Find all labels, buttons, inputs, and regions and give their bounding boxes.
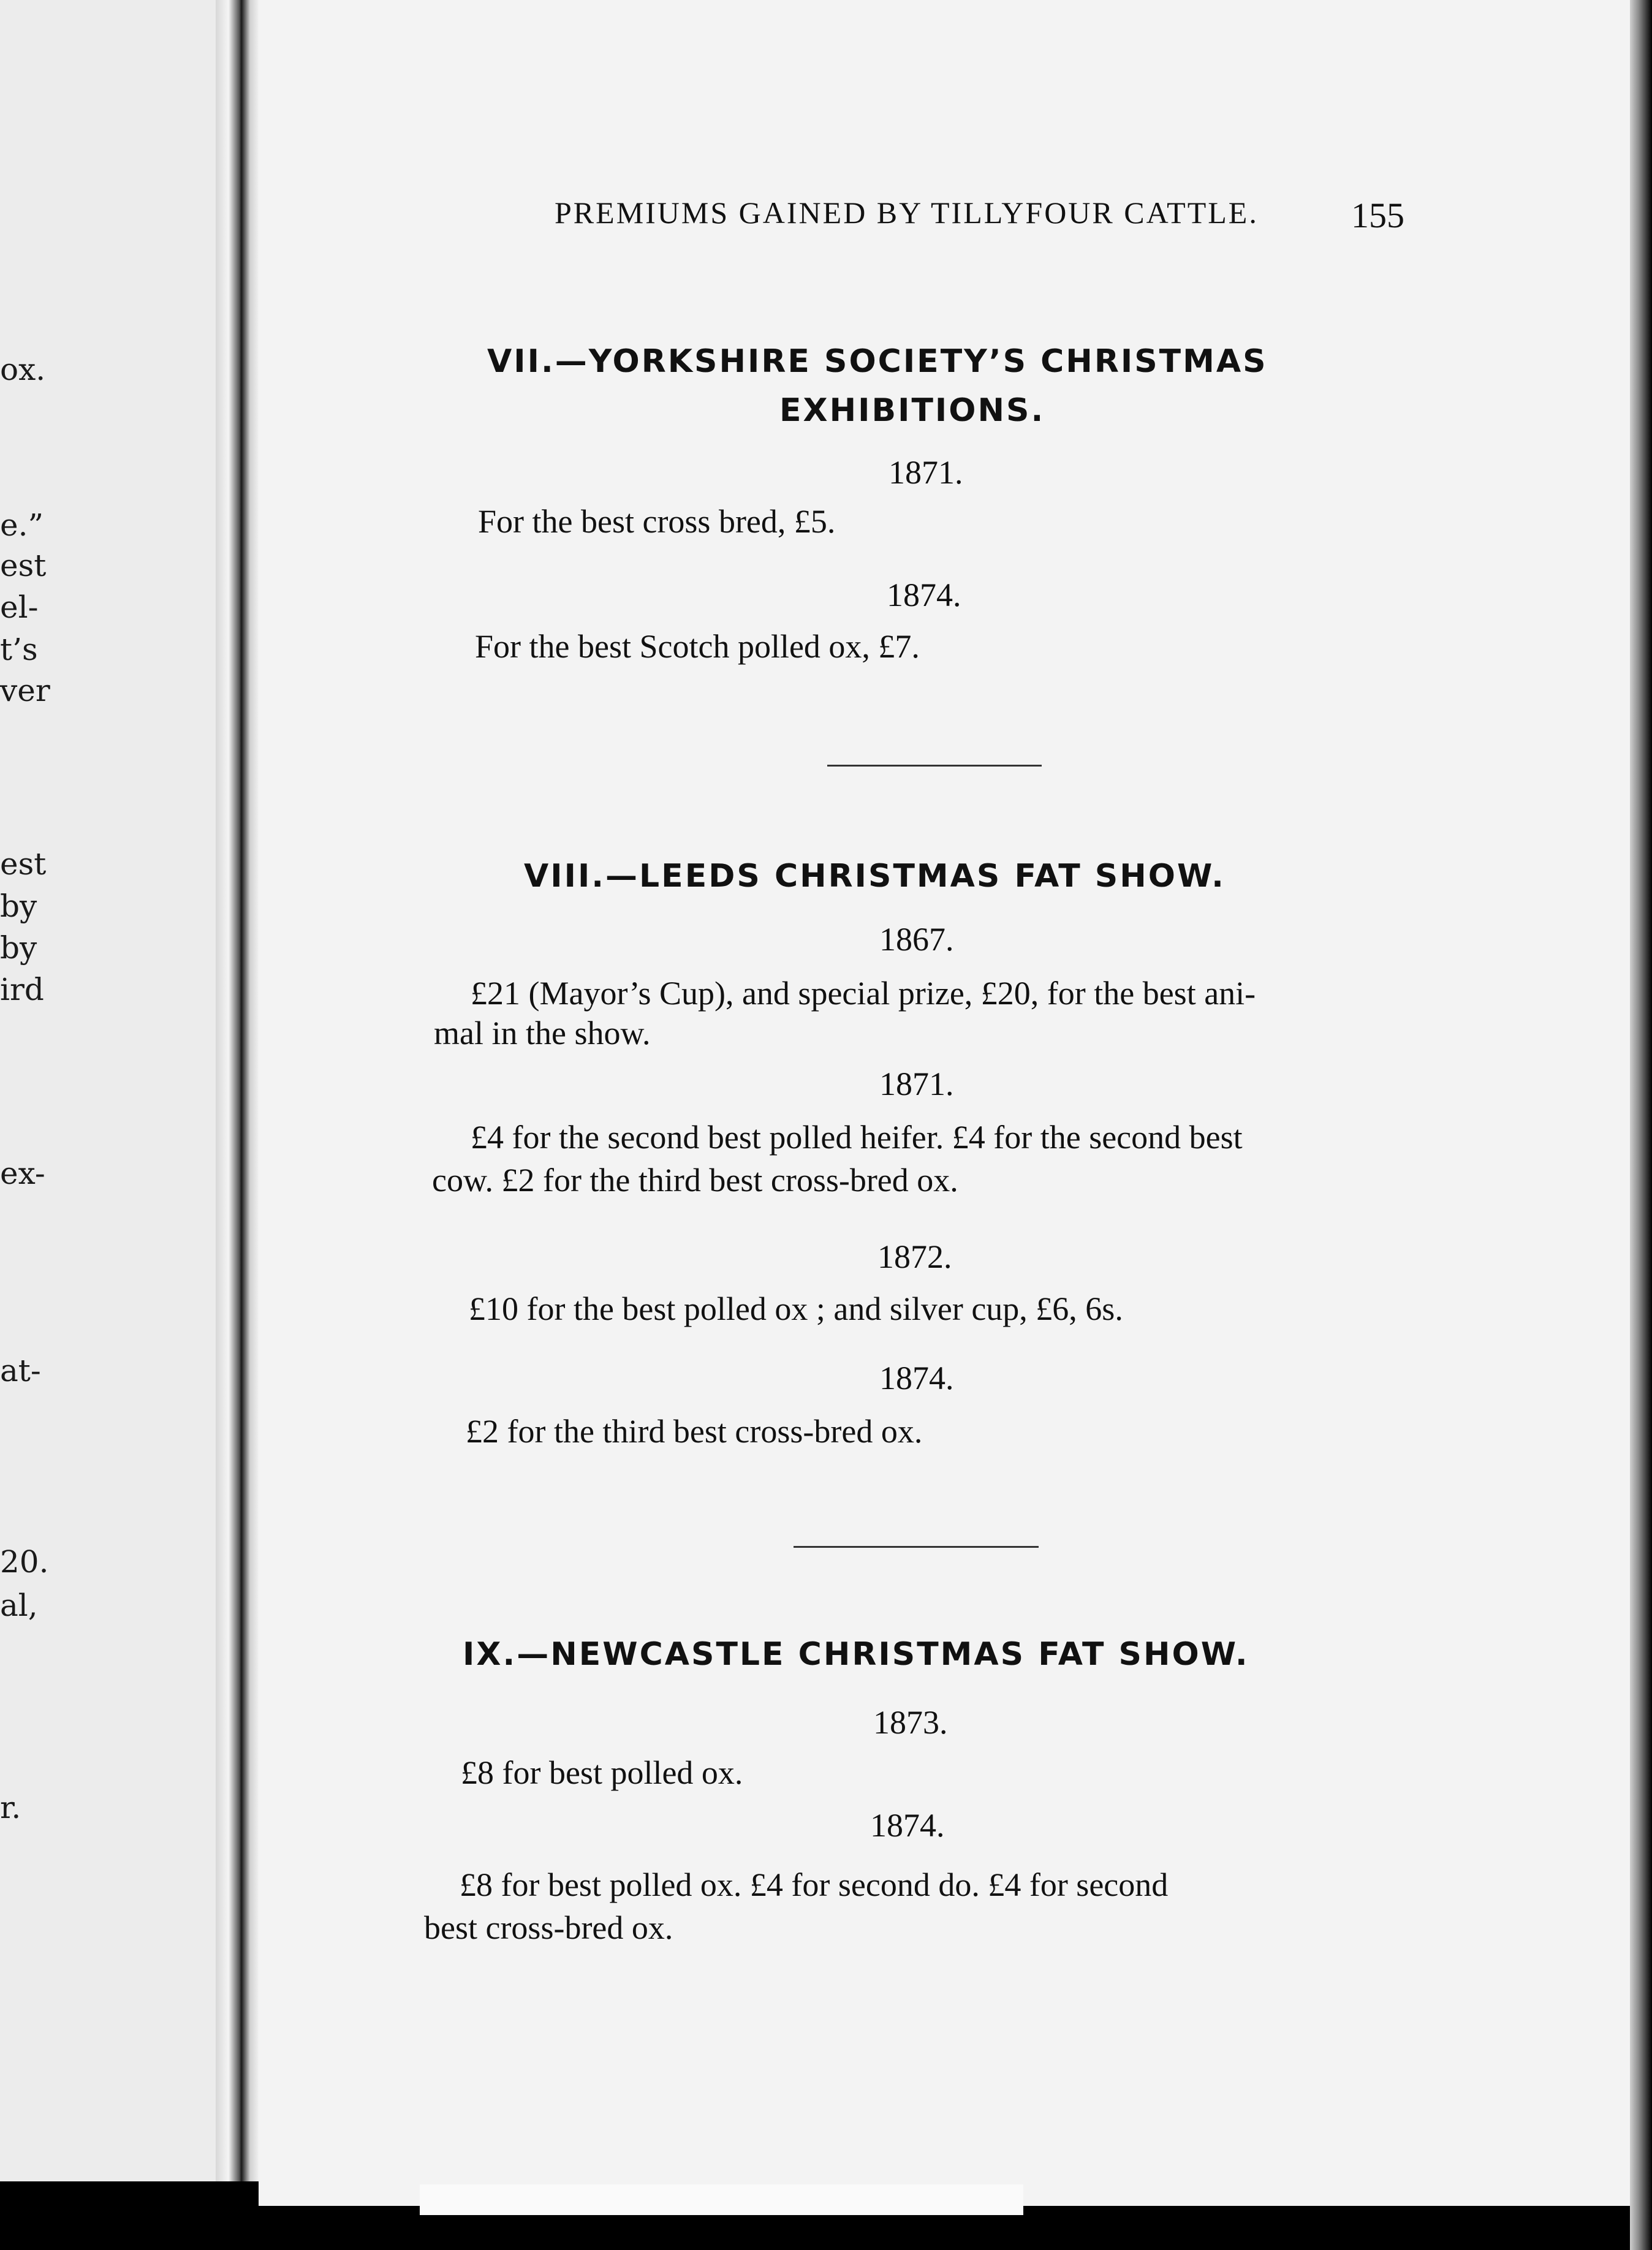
year-label: 1874. bbox=[887, 577, 961, 613]
premium-entry: £8 for best polled ox. bbox=[461, 1754, 743, 1791]
section-heading: VIII.—LEEDS CHRISTMAS FAT SHOW. bbox=[524, 858, 1226, 895]
premium-entry: £8 for best polled ox. £4 for second do. £4 for second bbox=[460, 1866, 1169, 1903]
page-edge-shadow bbox=[1630, 0, 1652, 2250]
book-gutter bbox=[216, 0, 259, 2181]
section-heading-continued: EXHIBITIONS. bbox=[779, 392, 1045, 429]
section-divider bbox=[827, 765, 1042, 767]
left-page-fragment: ox. bbox=[0, 352, 46, 387]
left-page-fragment: ird bbox=[0, 972, 44, 1007]
left-page-fragment: by bbox=[0, 888, 37, 924]
left-page-fragment: e.” bbox=[0, 507, 44, 543]
premium-entry: For the best cross bred, £5. bbox=[478, 503, 836, 540]
page-number: 155 bbox=[1351, 195, 1404, 235]
left-page-fragment: at- bbox=[0, 1353, 41, 1388]
left-page-fragment: est bbox=[0, 846, 47, 882]
running-head-title: PREMIUMS GAINED BY TILLYFOUR CATTLE. bbox=[555, 195, 1259, 230]
premium-entry: For the best Scotch polled ox, £7. bbox=[475, 628, 920, 665]
premium-entry: cow. £2 for the third best cross-bred ox. bbox=[432, 1162, 958, 1199]
year-label: 1867. bbox=[879, 921, 954, 958]
left-page-fragment: ex- bbox=[0, 1156, 45, 1191]
premium-entry: £21 (Mayor’s Cup), and special prize, £20, for the best ani- bbox=[471, 975, 1256, 1012]
left-page-fragment: el- bbox=[0, 589, 39, 625]
premium-entry: mal in the show. bbox=[434, 1015, 651, 1051]
left-page bbox=[0, 0, 216, 2181]
premium-entry: best cross-bred ox. bbox=[424, 1909, 673, 1946]
left-page-fragment: 20. bbox=[0, 1544, 49, 1580]
premium-entry: £2 for the third best cross-bred ox. bbox=[466, 1413, 923, 1450]
year-label: 1874. bbox=[870, 1807, 945, 1844]
left-page-fragment: r. bbox=[0, 1790, 21, 1825]
section-divider bbox=[794, 1546, 1039, 1548]
premium-entry: £4 for the second best polled heifer. £4 for the second best bbox=[471, 1119, 1243, 1156]
left-page-fragment: al, bbox=[0, 1588, 38, 1623]
year-label: 1872. bbox=[877, 1238, 952, 1275]
section-heading: VII.—YORKSHIRE SOCIETY’S CHRISTMAS bbox=[487, 343, 1268, 380]
premium-entry: £10 for the best polled ox ; and silver cup, £6, 6s. bbox=[469, 1290, 1123, 1327]
left-page-fragment: by bbox=[0, 930, 37, 966]
year-label: 1874. bbox=[879, 1360, 954, 1396]
left-page-fragment: ver bbox=[0, 673, 50, 708]
section-heading: IX.—NEWCASTLE CHRISTMAS FAT SHOW. bbox=[463, 1636, 1249, 1673]
year-label: 1871. bbox=[889, 454, 963, 491]
year-label: 1873. bbox=[873, 1704, 948, 1741]
left-page-fragment: t’s bbox=[0, 632, 38, 667]
bottom-paper-strip bbox=[420, 2184, 1023, 2215]
left-page-fragment: est bbox=[0, 548, 47, 583]
year-label: 1871. bbox=[879, 1066, 954, 1102]
